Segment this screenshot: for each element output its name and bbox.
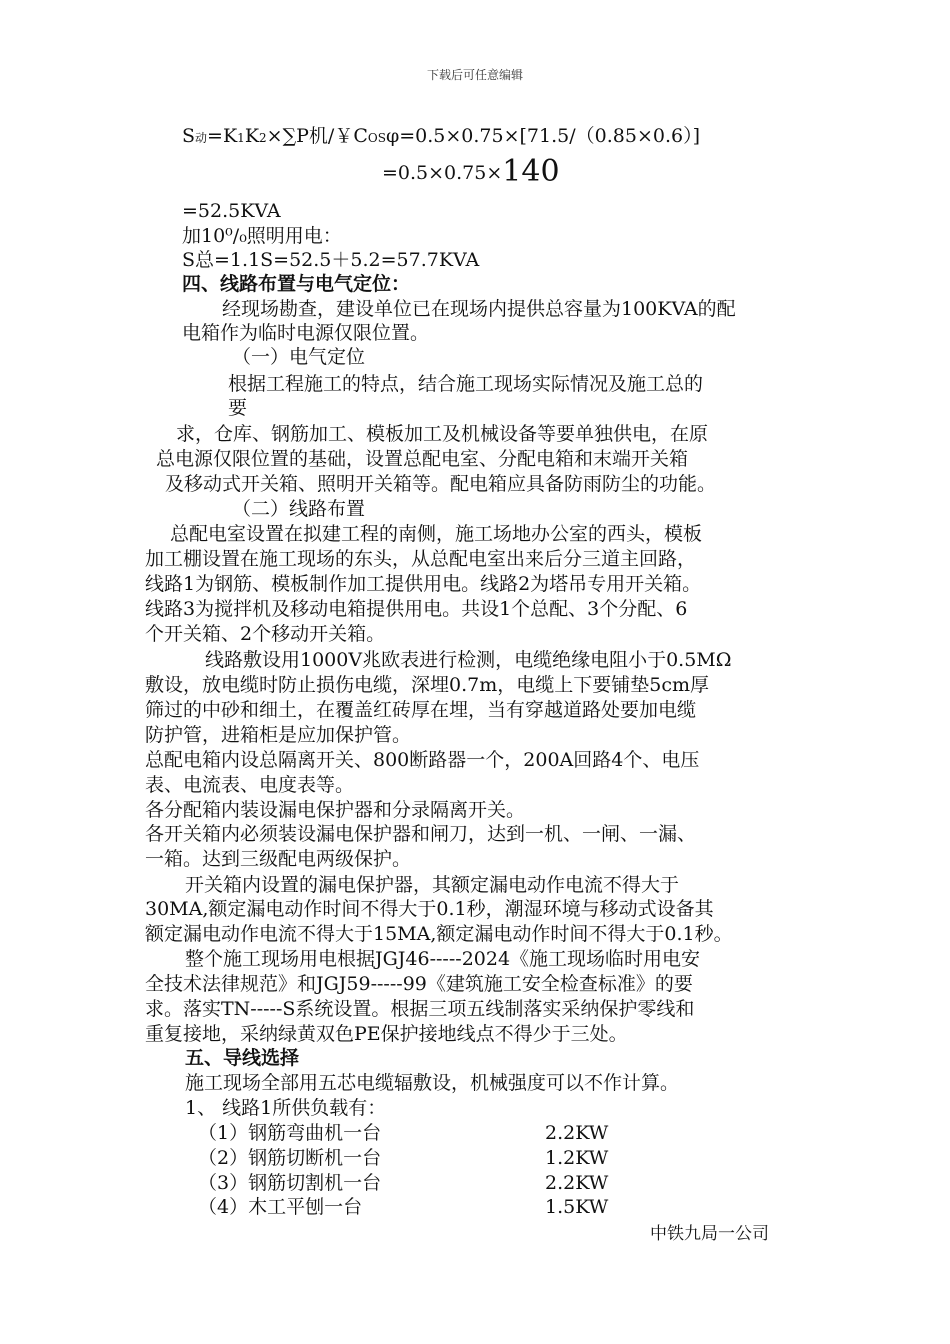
formula-line-1 bbox=[182, 124, 700, 150]
paragraph-line: 个开关箱、2个移动开关箱。 bbox=[145, 623, 386, 645]
load-item bbox=[198, 1195, 618, 1219]
load-item-name: （3）钢筋切割机一台 bbox=[198, 1172, 382, 1194]
paragraph-line: 线路1为钢筋、模板制作加工提供用电。线路2为塔吊专用开关箱。 bbox=[145, 573, 702, 595]
paragraph-line: 线路3为搅拌机及移动电箱提供用电。共设1个总配、3个分配、6 bbox=[145, 598, 688, 620]
paragraph-line: 各开关箱内必须装设漏电保护器和闸刀，达到一机、一闸、一漏、 bbox=[145, 823, 697, 845]
lighting-line: 加10⁰/₀照明用电： bbox=[182, 225, 342, 247]
load-list-heading: 1、 线路1所供负载有： bbox=[185, 1097, 387, 1119]
paragraph-line: 加工棚设置在施工现场的东头，从总配电室出来后分三道主回路， bbox=[145, 548, 697, 570]
paragraph-line: 总电源仅限位置的基础，设置总配电室、分配电箱和末端开关箱 bbox=[156, 448, 689, 470]
paragraph-line: 开关箱内设置的漏电保护器，其额定漏电动作电流不得大于 bbox=[185, 874, 680, 896]
paragraph-line: 筛过的中砂和细土，在覆盖红砖厚在埋，当有穿越道路处要加电缆 bbox=[145, 699, 697, 721]
formula-line-2-value: 140 bbox=[502, 154, 560, 189]
load-item-power: 1.5KW bbox=[545, 1196, 609, 1218]
paragraph-line: 经现场勘查，建设单位已在现场内提供总容量为100KVA的配 bbox=[222, 298, 736, 320]
formula-s-subscript: 动 bbox=[195, 131, 208, 145]
paragraph-line: 求，仓库、钢筋加工、模板加工及机械设备等要单独供电，在原 bbox=[176, 423, 709, 445]
result-line: =52.5KVA bbox=[182, 200, 281, 222]
paragraph-line: 施工现场全部用五芯电缆辐敷设，机械强度可以不作计算。 bbox=[185, 1072, 680, 1094]
formula-line-2-text: =0.5×0.75× bbox=[382, 162, 503, 184]
paragraph-line: 重复接地，采纳绿黄双色PE保护接地线点不得少于三处。 bbox=[145, 1023, 628, 1045]
subsection-1-heading: （一）电气定位 bbox=[232, 346, 366, 368]
load-item bbox=[198, 1146, 618, 1170]
paragraph-line: 各分配箱内装设漏电保护器和分录隔离开关。 bbox=[145, 799, 526, 821]
formula-rest: φ=0.5×0.75×[71.5/（0.85×0.6）] bbox=[385, 125, 700, 147]
paragraph-line: 总配电室设置在拟建工程的南侧，施工场地办公室的西头，模板 bbox=[170, 523, 703, 545]
load-item-name: （2）钢筋切断机一台 bbox=[198, 1147, 382, 1169]
formula-s: S bbox=[182, 125, 196, 147]
load-item bbox=[198, 1171, 618, 1195]
paragraph-line: 敷设，放电缆时防止损伤电缆，深埋0.7m，电缆上下要铺垫5cm厚 bbox=[145, 674, 709, 696]
load-item-power: 2.2KW bbox=[545, 1172, 609, 1194]
formula-line-2 bbox=[382, 154, 560, 189]
formula-k1-subscript: 1 bbox=[237, 131, 245, 145]
load-item bbox=[198, 1121, 618, 1145]
paragraph-line: 防护管，进箱柜是应加保护管。 bbox=[145, 724, 412, 746]
paragraph-line: 30MA,额定漏电动作时间不得大于0.1秒，潮湿环境与移动式设备其 bbox=[145, 898, 714, 920]
paragraph-line: 及移动式开关箱、照明开关箱等。配电箱应具备防雨防尘的功能。 bbox=[165, 473, 717, 495]
formula-sum: ×∑P机/￥C bbox=[266, 125, 368, 147]
paragraph-line: 表、电流表、电度表等。 bbox=[145, 774, 355, 796]
formula-k2-subscript: 2 bbox=[259, 131, 267, 145]
paragraph-line: 总配电箱内设总隔离开关、800断路器一个，200A回路4个、电压 bbox=[145, 749, 700, 771]
section-4-heading: 四、线路布置与电气定位： bbox=[182, 273, 411, 295]
load-item-name: （4）木工平刨一台 bbox=[198, 1196, 363, 1218]
paragraph-line: 要 bbox=[228, 397, 248, 419]
paragraph-line: 整个施工现场用电根据JGJ46-----2024《施工现场临时用电安 bbox=[185, 948, 701, 970]
load-item-power: 1.2KW bbox=[545, 1147, 609, 1169]
paragraph-line: 额定漏电动作电流不得大于15MA,额定漏电动作时间不得大于0.1秒。 bbox=[145, 923, 733, 945]
total-line: S总=1.1S=52.5＋5.2=57.7KVA bbox=[182, 249, 480, 271]
subsection-2-heading: （二）线路布置 bbox=[232, 498, 366, 520]
section-5-heading: 五、导线选择 bbox=[185, 1047, 300, 1069]
formula-k-letter: K bbox=[244, 125, 260, 147]
paragraph-line: 线路敷设用1000V兆欧表进行检测，电缆绝缘电阻小于0.5MΩ bbox=[205, 649, 732, 671]
load-item-power: 2.2KW bbox=[545, 1122, 609, 1144]
formula-cos-subscript: OS bbox=[367, 131, 386, 145]
paragraph-line: 一箱。达到三级配电两级保护。 bbox=[145, 848, 412, 870]
page-header: 下载后可任意编辑 bbox=[426, 68, 523, 82]
paragraph-line: 根据工程施工的特点，结合施工现场实际情况及施工总的 bbox=[228, 373, 704, 395]
load-item-name: （1）钢筋弯曲机一台 bbox=[198, 1122, 382, 1144]
paragraph-line: 电箱作为临时电源仅限位置。 bbox=[182, 322, 430, 344]
page-footer: 中铁九局一公司 bbox=[650, 1224, 769, 1244]
formula-k: =K bbox=[207, 125, 238, 147]
paragraph-line: 全技术法律规范》和JGJ59-----99《建筑施工安全检查标准》的要 bbox=[145, 973, 693, 995]
paragraph-line: 求。落实TN-----S系统设置。根据三项五线制落实采纳保护零线和 bbox=[145, 998, 695, 1020]
